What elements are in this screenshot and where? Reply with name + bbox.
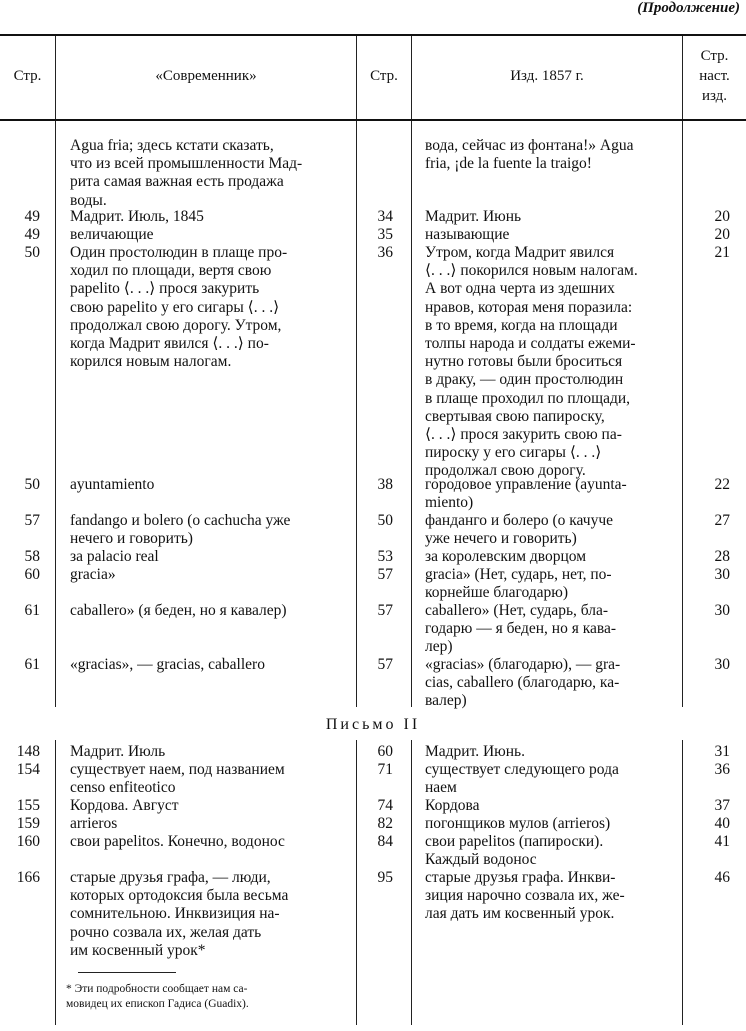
row-1-left: Мадрит. Июль, 1845 xyxy=(70,208,204,225)
row-4-left: ayuntamiento xyxy=(70,476,155,493)
row2-4-page-left: 160 xyxy=(16,833,40,850)
row2-3-page-left: 159 xyxy=(16,815,40,832)
continuation-label: (Продолжение) xyxy=(637,0,740,16)
row-7-left: gracia» xyxy=(70,566,116,583)
row2-5-page-mid: 95 xyxy=(377,869,393,886)
row2-0-right: Мадрит. Июнь. xyxy=(425,743,525,760)
header-source-left: «Современник» xyxy=(155,68,257,84)
row2-4-page-mid: 84 xyxy=(377,833,393,850)
row-8-page-mid: 57 xyxy=(377,602,393,619)
row-7-page-left: 60 xyxy=(24,566,40,583)
row2-3-page-right: 40 xyxy=(714,815,730,832)
row-3-page-mid: 36 xyxy=(377,244,393,261)
row-0-left: Agua fria; здесь кстати сказать, что из всей промышленности Мад- рита самая важная есть продажа воды. xyxy=(70,137,303,209)
row-2-right: называющие xyxy=(425,226,510,243)
row2-1-page-mid: 71 xyxy=(377,761,393,778)
table-header-rule xyxy=(0,119,746,121)
row-6-page-right: 28 xyxy=(714,548,730,565)
row-4-page-mid: 38 xyxy=(377,476,393,493)
header-page-left: Стр. xyxy=(13,68,42,84)
row2-5-page-left: 166 xyxy=(16,869,40,886)
row2-3-page-mid: 82 xyxy=(377,815,393,832)
row-6-right: за королевским дворцом xyxy=(425,548,587,565)
row2-4-page-right: 41 xyxy=(714,833,730,850)
row-7-page-mid: 57 xyxy=(377,566,393,583)
row-6-page-mid: 53 xyxy=(377,548,393,565)
row2-2-page-left: 155 xyxy=(16,797,40,814)
row2-2-page-mid: 74 xyxy=(377,797,393,814)
row-8-left: caballero» (я беден, но я кавалер) xyxy=(70,602,287,619)
row2-0-page-right: 31 xyxy=(714,743,730,760)
header-page-right-line3: изд. xyxy=(701,88,728,104)
row-1-page-right: 20 xyxy=(714,208,730,225)
row2-4-right: свои papelitos (папироски). Каждый водонос xyxy=(425,833,604,869)
row-2-left: величающие xyxy=(70,226,154,243)
row2-1-left: существует наем, под названием censo enfiteotico xyxy=(70,761,285,797)
table-top-rule xyxy=(0,34,746,36)
row-5-page-right: 27 xyxy=(714,512,730,529)
row2-3-left: arrieros xyxy=(70,815,118,832)
header-source-right: Изд. 1857 г. xyxy=(510,68,584,84)
row-5-page-mid: 50 xyxy=(377,512,393,529)
header-page-right-line2: наст. xyxy=(699,68,730,84)
row-0-right: вода, сейчас из фонтана!» Agua fria, ¡de la fuente la traigo! xyxy=(425,137,634,173)
row-2-page-right: 20 xyxy=(714,226,730,243)
row-4-page-right: 22 xyxy=(714,476,730,493)
row2-3-right: погонщиков мулов (arrieros) xyxy=(425,815,611,832)
row2-5-page-right: 46 xyxy=(714,869,730,886)
header-page-right xyxy=(683,46,746,106)
row-8-right: caballero» (Нет, сударь, бла- годарю — я беден, но я кава- лер) xyxy=(425,602,617,656)
section-heading: Письмо II xyxy=(325,716,421,733)
row-5-right: фанданго и болеро (о качуче уже нечего и говорить) xyxy=(425,512,614,548)
row-5-page-left: 57 xyxy=(24,512,40,529)
row2-1-page-right: 36 xyxy=(714,761,730,778)
column-divider-1-body2 xyxy=(55,740,56,1025)
row-6-page-left: 58 xyxy=(24,548,40,565)
row-9-right: «gracias» (благодарю), — gra- cias, caballero (благодарю, ка- валер) xyxy=(425,656,621,710)
row2-2-right: Кордова xyxy=(425,797,480,814)
row2-1-page-left: 154 xyxy=(16,761,40,778)
row-9-left: «gracias», — gracias, caballero xyxy=(70,656,265,673)
row2-0-page-mid: 60 xyxy=(377,743,393,760)
column-divider-1-body xyxy=(55,121,56,707)
header-page-mid: Стр. xyxy=(370,68,398,84)
row-2-page-mid: 35 xyxy=(377,226,393,243)
row-3-right: Утром, когда Мадрит явился ⟨. . .⟩ покорился новым налогам. А вот одна черта из здешних нравов, которая меня поразила: в то время, когда на площади толпы народа и солдаты ежеми- нутно готовы были броситься в драку, — один простолюдин в плаще проходил по площади, свертывая свою папироску, ⟨. . .⟩ прося закурить свою па- пироску у его сигары ⟨. . .⟩ продолжал свою дорогу. xyxy=(425,244,638,480)
row2-5-right: старые друзья графа. Инкви- зиция нарочно созвала их, же- лая дать им косвенный урок. xyxy=(425,869,625,923)
row-4-page-left: 50 xyxy=(24,476,40,493)
row-7-right: gracia» (Нет, сударь, нет, по- корнейше благодарю) xyxy=(425,566,612,602)
row-6-left: за palacio real xyxy=(70,548,159,565)
row-1-right: Мадрит. Июнь xyxy=(425,208,522,225)
row2-4-left: свои papelitos. Конечно, водонос xyxy=(70,833,285,850)
column-divider-3-body2 xyxy=(411,740,412,1025)
row-9-page-right: 30 xyxy=(714,656,730,673)
row-3-page-left: 50 xyxy=(24,244,40,261)
row-8-page-right: 30 xyxy=(714,602,730,619)
row-9-page-mid: 57 xyxy=(377,656,393,673)
row-5-left: fandango и bolero (о cachucha уже нечего и говорить) xyxy=(70,512,291,548)
row2-2-left: Кордова. Август xyxy=(70,797,179,814)
row2-0-left: Мадрит. Июль xyxy=(70,743,166,760)
row-1-page-mid: 34 xyxy=(377,208,393,225)
row-4-right: городовое управление (ayunta- miento) xyxy=(425,476,627,512)
row2-5-left: старые друзья графа, — люди, которых ортодоксия была весьма сомнительною. Инквизиция на- рочно созвала их, желая дать им косвенный урок* xyxy=(70,869,289,959)
header-page-right-line1: Стр. xyxy=(700,48,729,64)
row-8-page-left: 61 xyxy=(24,602,40,619)
row-1-page-left: 49 xyxy=(24,208,40,225)
footnote-rule xyxy=(78,972,176,973)
column-divider-3-body xyxy=(411,121,412,707)
footnote: * Эти подробности сообщает нам са- мовидец их епископ Гадиса (Guadix). xyxy=(66,983,249,1010)
row-3-page-right: 21 xyxy=(714,244,730,261)
row2-1-right: существует следующего рода наем xyxy=(425,761,619,797)
row-9-page-left: 61 xyxy=(24,656,40,673)
row2-0-page-left: 148 xyxy=(16,743,40,760)
row2-2-page-right: 37 xyxy=(714,797,730,814)
row-2-page-left: 49 xyxy=(24,226,40,243)
row-7-page-right: 30 xyxy=(714,566,730,583)
row-3-left: Один простолюдин в плаще про- ходил по площади, вертя свою papelito ⟨. . .⟩ прося закурить свою papelito у его сигары ⟨. . .⟩ продолжал свою дорогу. Утром, когда Мадрит явился ⟨. . .⟩ по- корился новым налогам. xyxy=(70,244,288,371)
